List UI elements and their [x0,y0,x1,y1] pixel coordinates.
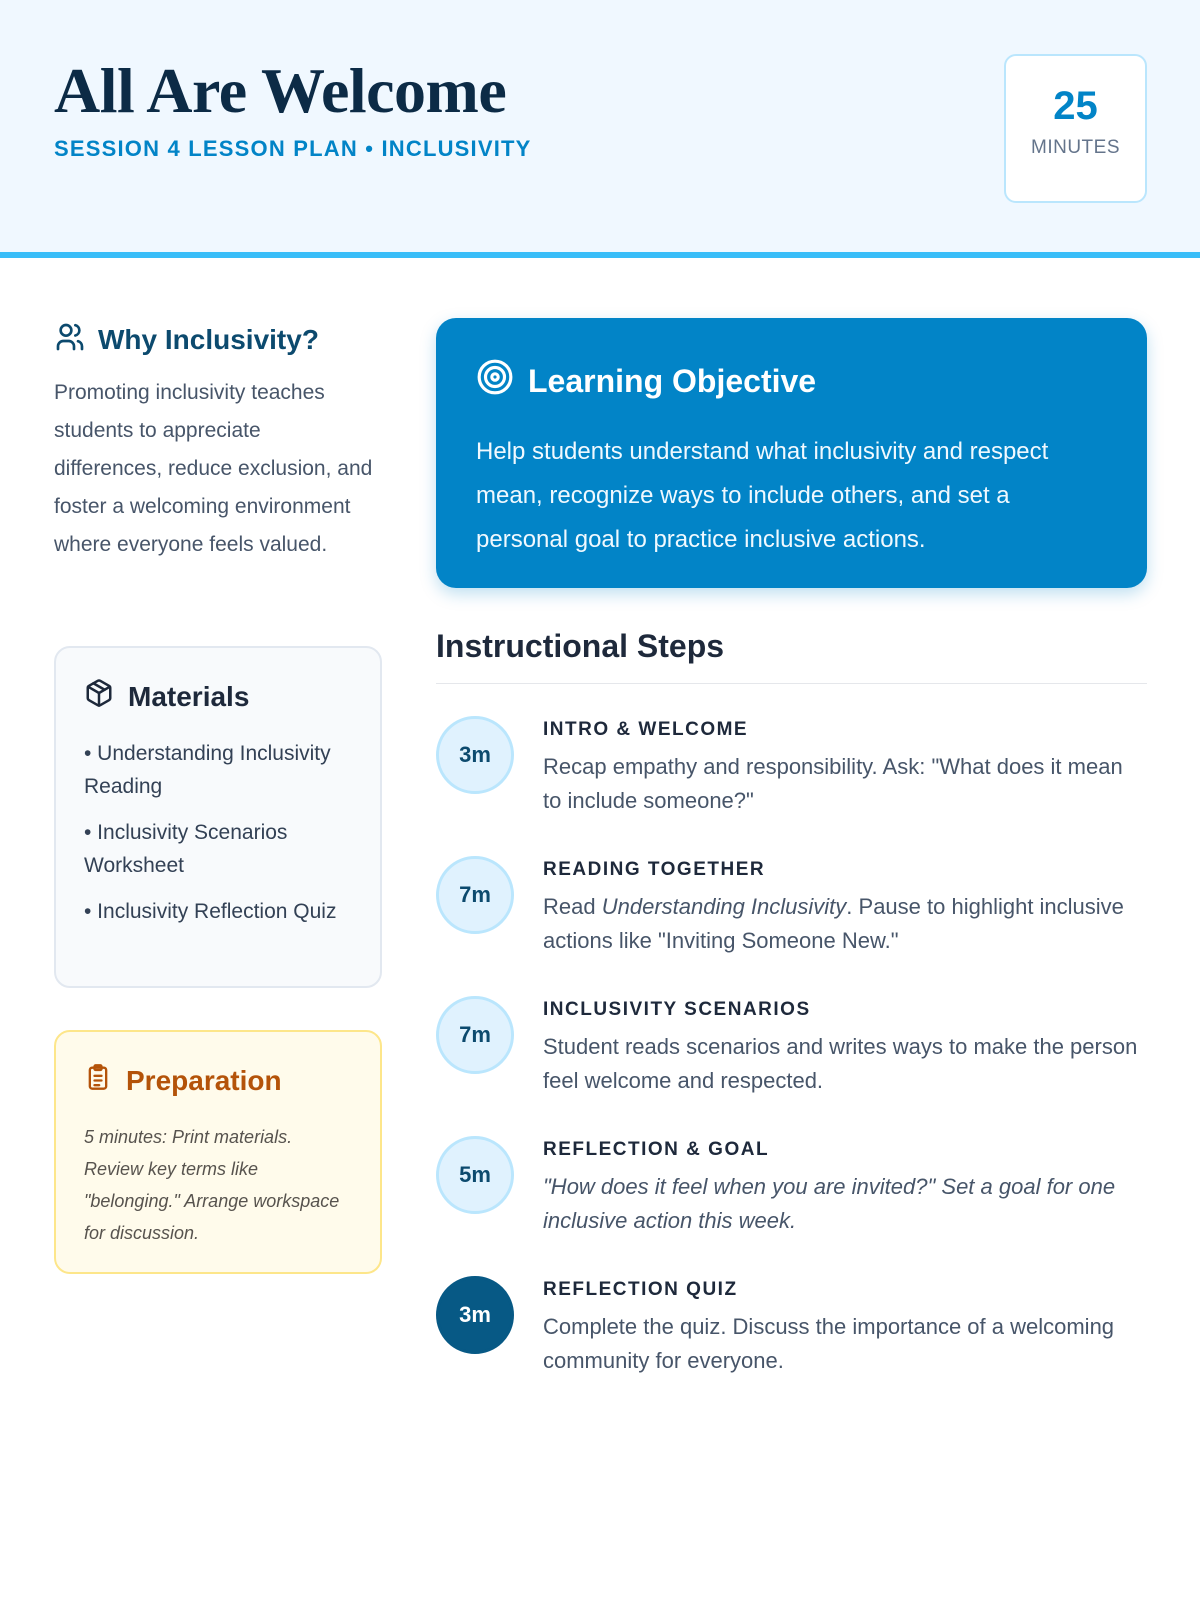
step-title: INTRO & WELCOME [543,719,749,740]
objective-text: Help students understand what inclusivity and respect mean, recognize ways to include others, and set a personal goal to practice inclusive actions. [476,438,1049,553]
step-time-badge: 5m [436,1136,514,1214]
step-title: INCLUSIVITY SCENARIOS [543,999,811,1020]
step-item [436,1276,1147,1416]
why-heading [54,320,319,360]
clipboard-icon [84,1062,112,1099]
preparation-heading [84,1062,352,1099]
step-item [436,996,1147,1136]
list-item: • Inclusivity Scenarios Worksheet [84,821,288,877]
duration-value: 25 [1053,84,1098,128]
list-item: • Understanding Inclusivity Reading [84,742,331,798]
objective-heading [476,358,1107,404]
list-item: • Inclusivity Reflection Quiz [84,900,337,923]
duration-badge [1004,54,1147,203]
preparation-card [54,1030,382,1274]
steps-heading: Instructional Steps [436,628,1147,684]
header [0,0,1200,258]
step-title: READING TOGETHER [543,859,766,880]
why-text: Promoting inclusivity teaches students to appreciate differences, reduce exclusion, and foster a welcoming environment where everyone feels valued. [54,381,373,556]
duration-unit: MINUTES [1031,137,1120,158]
step-time-badge: 3m [436,1276,514,1354]
step-item [436,1136,1147,1276]
preparation-heading-label: Preparation [126,1064,282,1096]
materials-heading-label: Materials [128,680,250,712]
step-description: Recap empathy and responsibility. Ask: "What does it mean to include someone?" [543,754,1123,813]
step-title: REFLECTION QUIZ [543,1279,738,1300]
step-description-pre: Read [543,894,602,919]
step-description: Complete the quiz. Discuss the importance of a welcoming community for everyone. [543,1314,1115,1373]
page-subtitle: SESSION 4 LESSON PLAN • INCLUSIVITY [54,136,532,161]
why-heading-label: Why Inclusivity? [98,324,319,355]
page-title: All Are Welcome [54,55,507,126]
materials-heading [84,678,352,715]
step-description [543,890,1143,958]
step-time-badge: 7m [436,856,514,934]
materials-card [54,646,382,988]
step-title: REFLECTION & GOAL [543,1139,770,1160]
objective-heading-label: Learning Objective [528,362,817,399]
objective-card [436,318,1147,588]
step-description: "How does it feel when you are invited?" Set a goal for one inclusive action this week. [543,1174,1116,1233]
step-description-post: . Pause to highlight inclusive actions like "Inviting Someone New." [543,894,1124,953]
steps-list [436,716,1147,1416]
step-item [436,856,1147,996]
package-icon [84,678,114,715]
materials-list [84,737,352,928]
step-item [436,716,1147,856]
step-time-badge: 7m [436,996,514,1074]
preparation-text: 5 minutes: Print materials. Review key terms like "belonging." Arrange workspace for discussion. [84,1127,340,1243]
step-time-badge: 3m [436,716,514,794]
target-icon [476,358,514,404]
reading-title: Understanding Inclusivity [601,894,847,919]
users-icon [54,321,86,360]
step-description: Student reads scenarios and writes ways to make the person feel welcome and respected. [543,1034,1138,1093]
